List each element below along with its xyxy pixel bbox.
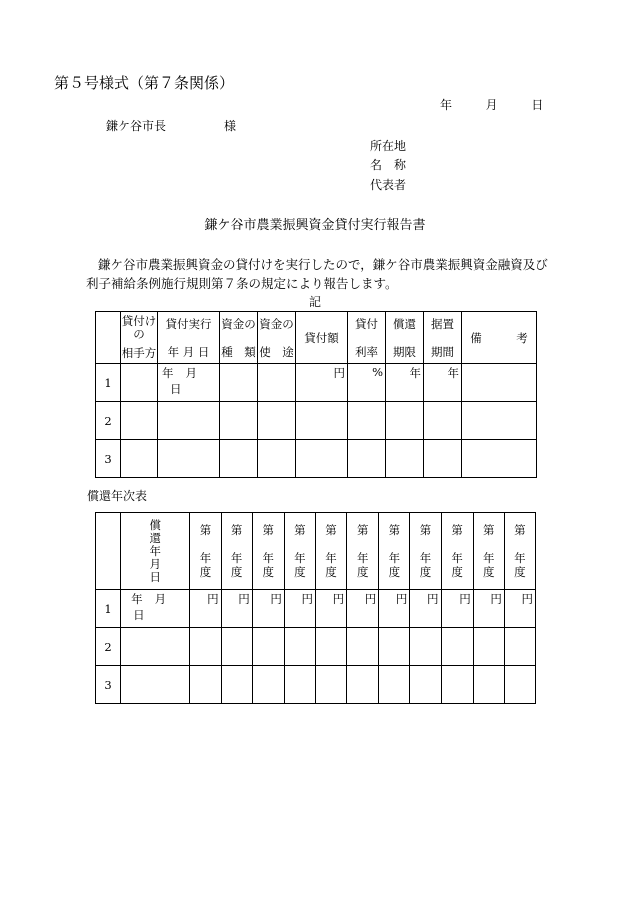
t2-cell-yen: 円	[441, 590, 473, 628]
t1-cell	[158, 440, 220, 478]
applicant-rep-label: 代表者	[370, 178, 407, 192]
t2-cell	[190, 666, 221, 704]
t1-header-term: 償還 期限	[386, 312, 424, 364]
table-row	[96, 440, 537, 478]
form-number: 第５号様式（第７条関係）	[54, 74, 235, 92]
t1-cell	[158, 402, 220, 440]
table-row	[96, 402, 537, 440]
t1-cell	[462, 402, 537, 440]
t2-cell	[190, 628, 221, 666]
t1-cell	[121, 440, 158, 478]
t2-cell-yen: 円	[252, 590, 284, 628]
t2-cell-yen: 円	[221, 590, 252, 628]
applicant-name-label: 名 称	[370, 158, 407, 172]
t1-cell	[121, 402, 158, 440]
body-text: 鎌ケ谷市農業振興資金の貸付けを実行したので，鎌ケ谷市農業振興資金融資及び利子補給条例施行規則第７条の規定により報告します。	[86, 257, 548, 291]
t2-cell	[473, 628, 504, 666]
t2-cell	[347, 628, 379, 666]
t2-header-date: 償 還 年 月 日	[121, 513, 190, 590]
t2-header-blank	[96, 513, 121, 590]
t1-cell	[386, 402, 424, 440]
t1-header-remarks: 備 考	[462, 312, 537, 364]
t2-cell	[221, 666, 252, 704]
row-number: 3	[96, 666, 121, 704]
t1-cell	[220, 440, 258, 478]
t1-header-grace: 据置 期間	[424, 312, 462, 364]
table2-header-row	[96, 513, 536, 590]
loan-report-table	[95, 311, 537, 478]
t2-cell	[410, 628, 441, 666]
t1-cell-term: 年	[386, 364, 424, 402]
t2-header-fiscal-year: 第 年 度	[315, 513, 346, 590]
t2-header-fiscal-year: 第 年 度	[473, 513, 504, 590]
t1-cell	[121, 364, 158, 402]
t2-cell	[284, 666, 315, 704]
addressee: 鎌ケ谷市長	[106, 119, 167, 133]
t2-cell-yen: 円	[315, 590, 346, 628]
t1-cell	[220, 364, 258, 402]
t2-cell	[315, 628, 346, 666]
t2-header-fiscal-year: 第 年 度	[410, 513, 441, 590]
t2-cell	[221, 628, 252, 666]
t1-cell	[424, 402, 462, 440]
date-line	[440, 96, 543, 113]
t2-cell	[441, 666, 473, 704]
t1-header-rate: 貸付 利率	[348, 312, 386, 364]
t2-cell-yen: 円	[410, 590, 441, 628]
t1-header-counterparty: 貸付け の 相手方	[121, 312, 158, 364]
t2-cell	[410, 666, 441, 704]
table-row	[96, 628, 536, 666]
t2-cell	[284, 628, 315, 666]
t2-cell	[252, 628, 284, 666]
repayment-schedule-table	[95, 512, 536, 704]
t2-cell	[121, 666, 190, 704]
t1-cell	[258, 402, 296, 440]
date-year: 年	[440, 98, 453, 112]
t2-cell-yen: 円	[284, 590, 315, 628]
t1-cell-grace: 年	[424, 364, 462, 402]
t1-header-amount: 貸付額	[296, 312, 348, 364]
t2-header-fiscal-year: 第 年 度	[190, 513, 221, 590]
t2-header-fiscal-year: 第 年 度	[284, 513, 315, 590]
t1-cell	[462, 364, 537, 402]
document-title: 鎌ケ谷市農業振興資金貸付実行報告書	[204, 218, 426, 233]
t2-cell	[473, 666, 504, 704]
t1-cell	[258, 364, 296, 402]
t2-cell	[347, 666, 379, 704]
t2-cell-date: 年 月日	[121, 590, 190, 628]
t2-cell	[379, 628, 410, 666]
t1-cell	[296, 440, 348, 478]
table1-header-row	[96, 312, 537, 364]
t1-header-fund-use: 資金の 使 途	[258, 312, 296, 364]
t2-cell	[504, 628, 535, 666]
t2-cell	[504, 666, 535, 704]
t2-cell	[379, 666, 410, 704]
date-day: 日	[531, 98, 544, 112]
schedule-label: 償還年次表	[87, 489, 148, 503]
t1-cell-amount: 円	[296, 364, 348, 402]
t2-cell	[121, 628, 190, 666]
table-row	[96, 590, 536, 628]
t1-cell-rate: %	[348, 364, 386, 402]
row-number: 3	[96, 440, 121, 478]
t1-cell	[424, 440, 462, 478]
t2-header-fiscal-year: 第 年 度	[504, 513, 535, 590]
date-month: 月	[485, 98, 498, 112]
t1-header-fund-type: 資金の 種 類	[220, 312, 258, 364]
t1-cell	[348, 440, 386, 478]
row-number: 2	[96, 402, 121, 440]
t2-header-fiscal-year: 第 年 度	[441, 513, 473, 590]
t1-cell	[462, 440, 537, 478]
t2-header-fiscal-year: 第 年 度	[221, 513, 252, 590]
table-row	[96, 364, 537, 402]
row-number: 1	[96, 364, 121, 402]
ki-label: 記	[309, 295, 322, 309]
t2-cell-yen: 円	[504, 590, 535, 628]
table-row	[96, 666, 536, 704]
t1-cell	[220, 402, 258, 440]
t1-cell	[258, 440, 296, 478]
t2-cell-yen: 円	[190, 590, 221, 628]
t2-cell	[441, 628, 473, 666]
t2-cell	[252, 666, 284, 704]
t2-cell-yen: 円	[347, 590, 379, 628]
t1-header-blank	[96, 312, 121, 364]
honorific: 様	[224, 119, 237, 133]
t2-header-fiscal-year: 第 年 度	[347, 513, 379, 590]
t1-cell	[386, 440, 424, 478]
t1-cell-date: 年 月日	[158, 364, 220, 402]
t2-cell-yen: 円	[379, 590, 410, 628]
t2-cell-yen: 円	[473, 590, 504, 628]
t2-header-fiscal-year: 第 年 度	[252, 513, 284, 590]
t1-header-exec-date: 貸付実行 年 月 日	[158, 312, 220, 364]
row-number: 1	[96, 590, 121, 628]
t2-cell	[315, 666, 346, 704]
t1-cell	[296, 402, 348, 440]
row-number: 2	[96, 628, 121, 666]
t2-header-fiscal-year: 第 年 度	[379, 513, 410, 590]
applicant-address-label: 所在地	[370, 139, 407, 153]
t1-cell	[348, 402, 386, 440]
